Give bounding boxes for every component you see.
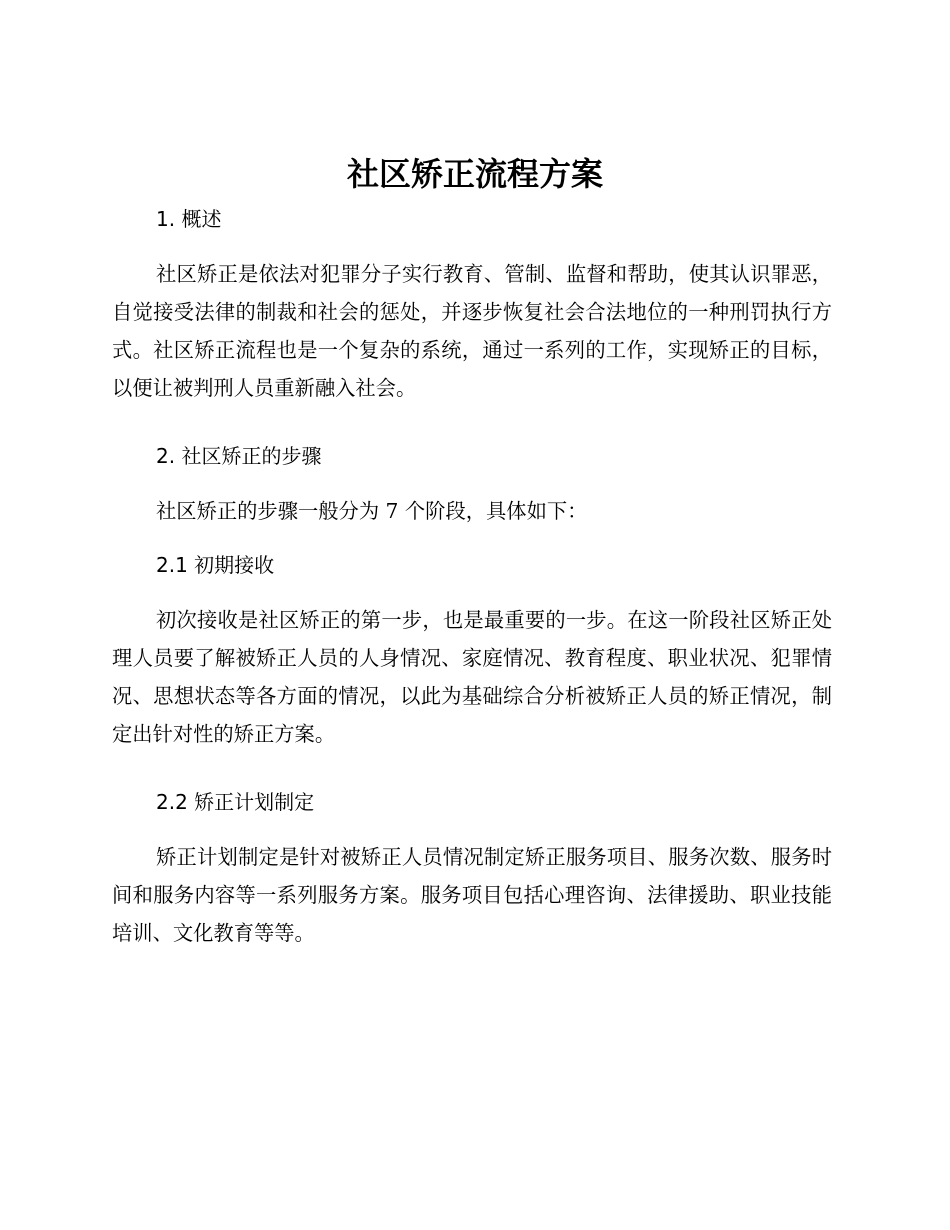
- section-paragraph-initial-intake: 初次接收是社区矫正的第一步，也是最重要的一步。在这一阶段社区矫正处理人员要了解被矫正人员的人身情况、家庭情况、教育程度、职业状况、犯罪情况、思想状态等各方面的情况，以此为基础综合分析被矫正人员的矫正情况，制定出针对性的矫正方案。: [112, 608, 832, 746]
- document-title: 社区矫正流程方案: [346, 155, 603, 193]
- section-paragraph-correction-plan: 矫正计划制定是针对被矫正人员情况制定矫正服务项目、服务次数、服务时间和服务内容等一系列服务方案。服务项目包括心理咨询、法律援助、职业技能培训、文化教育等等。: [112, 845, 832, 945]
- section-paragraph-overview: 社区矫正是依法对犯罪分子实行教育、管制、监督和帮助，使其认识罪恶，自觉接受法律的制裁和社会的惩处，并逐步恢复社会合法地位的一种刑罚执行方式。社区矫正流程也是一个复杂的系统，通过一系列的工作，实现矫正的目标，以便让被判刑人员重新融入社会。: [112, 262, 832, 400]
- section-heading-initial-intake: 2.1 初期接收: [156, 553, 275, 577]
- section-heading-steps: 2. 社区矫正的步骤: [156, 444, 322, 468]
- section-heading-correction-plan: 2.2 矫正计划制定: [156, 790, 315, 814]
- section-heading-overview: 1. 概述: [156, 207, 222, 231]
- section-paragraph-steps: 社区矫正的步骤一般分为 7 个阶段，具体如下：: [156, 499, 588, 523]
